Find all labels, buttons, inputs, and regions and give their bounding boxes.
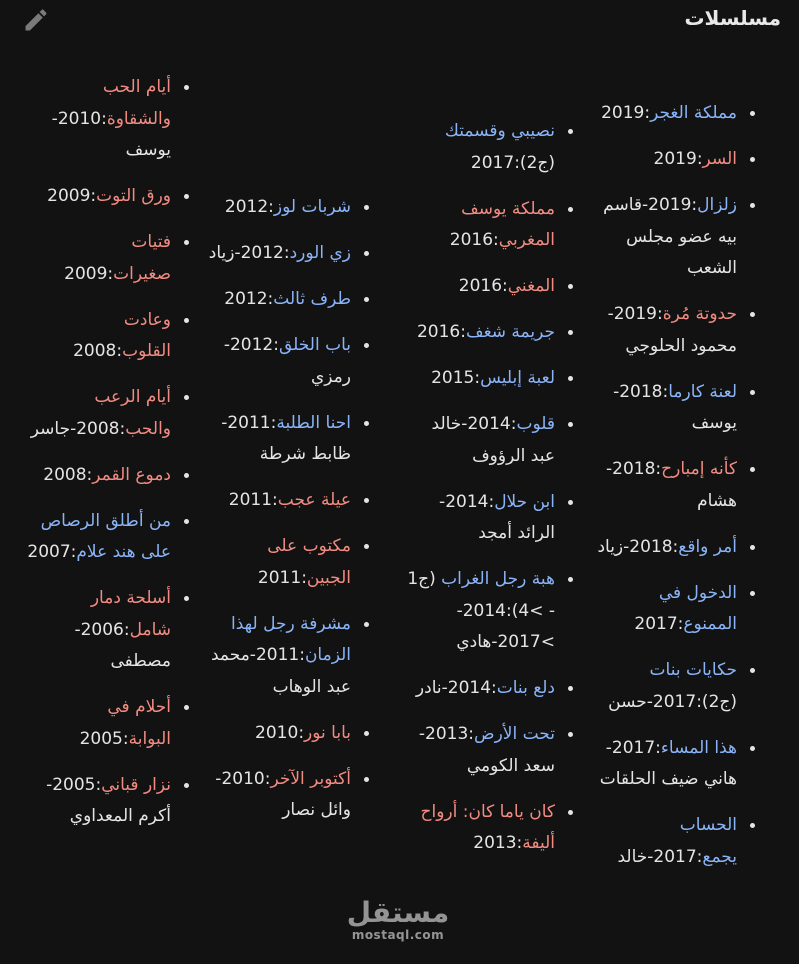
list-item: [407, 797, 577, 860]
series-link[interactable]: دلع بنات: [496, 678, 555, 698]
series-link[interactable]: هذا المساء: [660, 737, 737, 758]
list-item: [407, 487, 577, 550]
series-details: :2009: [64, 263, 114, 284]
series-link[interactable]: عيلة عجب: [277, 490, 351, 510]
series-link[interactable]: دموع القمر: [92, 464, 171, 485]
series-link[interactable]: أمر واقع: [678, 536, 737, 557]
list-item: [191, 531, 373, 594]
column-1: [591, 98, 759, 888]
series-link[interactable]: بابا نور: [304, 722, 351, 743]
series-link[interactable]: وعادت القلوب: [122, 309, 171, 361]
column-2: [407, 116, 577, 874]
list-item: [591, 299, 759, 362]
series-details: :2010-وائل نصار: [215, 768, 351, 820]
series-link[interactable]: أيام الحب والشقاوة: [102, 77, 171, 129]
series-details: :2010-يوسف: [51, 108, 171, 160]
list-item: [21, 227, 193, 290]
series-details: (ج2):2017: [470, 152, 555, 173]
series-details: :2014-الرائد أمجد: [439, 491, 555, 543]
series-link[interactable]: المغني: [507, 276, 555, 296]
series-details: :2019: [601, 103, 651, 123]
list-item: [591, 578, 759, 641]
series-details: :2012: [224, 197, 274, 217]
series-list: [591, 98, 759, 873]
series-details: (ج1 - >4):2014->2017-هادي: [407, 569, 555, 652]
series-link[interactable]: الدخول في الممنوع: [658, 582, 737, 634]
series-link[interactable]: حدوتة مُرة: [662, 304, 737, 324]
series-details: :2009: [47, 186, 97, 206]
series-link[interactable]: طرف ثالث: [273, 289, 351, 309]
series-details: :2016: [449, 230, 499, 250]
series-details: :2016: [458, 276, 508, 296]
list-item: [407, 409, 577, 472]
series-details: :2011-ظابط شرطة: [221, 412, 351, 464]
column-3: [191, 192, 373, 841]
series-details: :2015: [431, 368, 481, 388]
series-details: :2014-نادر: [415, 678, 497, 698]
series-link[interactable]: ورق التوت: [96, 186, 171, 206]
series-details: :2008: [43, 464, 93, 485]
series-details: :2011: [228, 490, 278, 510]
list-item: [407, 564, 577, 659]
list-item: [191, 485, 373, 517]
list-item: [191, 330, 373, 393]
list-item: [21, 181, 193, 213]
series-link[interactable]: أيام الرعب والحب: [94, 387, 171, 439]
series-details: :2018-زياد: [597, 536, 679, 557]
series-link[interactable]: نزار قباني: [101, 774, 171, 795]
series-details: :2019-محمود الحلوجي: [607, 304, 737, 356]
series-details: :2018-يوسف: [613, 381, 737, 433]
list-item: [21, 460, 193, 492]
series-link[interactable]: ابن حلال: [494, 491, 555, 512]
series-details: :2019-قاسم بيه عضو مجلس الشعب: [603, 195, 737, 278]
list-item: [191, 764, 373, 827]
series-link[interactable]: زلزال: [697, 195, 737, 215]
series-details: :2011: [257, 567, 307, 588]
column-4: [21, 72, 193, 847]
list-item: [191, 192, 373, 224]
series-link[interactable]: أحلام في البوابة: [107, 697, 171, 749]
list-item: [21, 583, 193, 678]
list-item: [21, 506, 193, 569]
series-details: :2017-خالد: [617, 846, 703, 867]
watermark-url: mostaql.com: [351, 928, 445, 942]
list-item: [191, 609, 373, 704]
series-link[interactable]: السر: [702, 149, 737, 169]
series-link[interactable]: أكتوبر الآخر: [270, 768, 351, 789]
series-details: :2008: [73, 341, 123, 361]
watermark-logo: [338, 898, 458, 942]
series-list: [191, 192, 373, 827]
series-details: :2012-رمزي: [223, 335, 351, 387]
series-link[interactable]: مملكة الغجر: [650, 103, 737, 123]
list-item: [407, 673, 577, 705]
series-details: (ج2):2017-حسن: [608, 691, 737, 712]
list-item: [407, 116, 577, 179]
section-header: [0, 0, 799, 40]
list-item: [591, 98, 759, 130]
series-link[interactable]: كان ياما كان: أرواح أليفة: [420, 801, 555, 853]
list-item: [21, 382, 193, 445]
list-item: [191, 408, 373, 471]
series-link[interactable]: قلوب: [516, 414, 555, 434]
list-item: [407, 317, 577, 349]
series-list: [407, 116, 577, 860]
series-details: :2011-محمد عبد الوهاب: [210, 645, 351, 697]
series-link[interactable]: شربات لوز: [273, 197, 351, 217]
series-details: :2018-هشام: [606, 459, 737, 511]
series-link[interactable]: نصيبي وقسمتك: [444, 121, 555, 141]
list-item: [591, 144, 759, 176]
list-item: [191, 238, 373, 270]
series-link[interactable]: لعنة كارما: [668, 381, 737, 402]
series-details: :2013: [473, 833, 523, 853]
list-item: [591, 532, 759, 564]
list-item: [407, 194, 577, 257]
series-details: :2005: [79, 728, 129, 749]
list-item: [407, 271, 577, 303]
series-link[interactable]: من أطلق الرصاص على هند علام: [40, 510, 171, 562]
series-details: :2012: [224, 289, 274, 309]
series-link[interactable]: هبة رجل الغراب: [441, 569, 555, 589]
list-item: [591, 733, 759, 796]
list-item: [591, 810, 759, 873]
list-item: [21, 305, 193, 368]
series-details: :2006-مصطفى: [74, 619, 171, 671]
list-item: [21, 692, 193, 755]
series-details: :2017: [634, 614, 684, 634]
list-item: [591, 454, 759, 517]
series-details: :2008-جاسر: [30, 418, 126, 439]
series-link[interactable]: باب الخلق: [278, 335, 351, 355]
series-link[interactable]: فتيات صغيرات: [113, 232, 171, 284]
list-item: [591, 377, 759, 440]
series-link[interactable]: كأنه إمبارح: [661, 459, 737, 479]
series-link[interactable]: احنا الطلبة: [276, 412, 351, 433]
series-details: :2014-خالد عبد الرؤوف: [431, 414, 555, 466]
series-link[interactable]: مشرفة رجل لهذا الزمان: [231, 613, 351, 665]
series-link[interactable]: مكتوب على الجبين: [267, 536, 351, 588]
series-details: :2019: [653, 149, 703, 169]
pencil-icon[interactable]: [22, 6, 50, 34]
list-item: [591, 655, 759, 718]
list-item: [191, 284, 373, 316]
list-item: [191, 718, 373, 750]
series-link[interactable]: مملكة يوسف المغربي: [461, 198, 555, 250]
series-details: :2010: [255, 722, 305, 743]
series-link[interactable]: أسلحة دمار شامل: [90, 588, 171, 640]
series-details: :2013-سعد الكومي: [418, 724, 555, 776]
series-details: :2005-أكرم المعداوي: [46, 774, 171, 826]
list-item: [21, 770, 193, 833]
series-details: :2017-هاني ضيف الحلقات: [599, 737, 737, 789]
series-link[interactable]: زي الورد: [289, 243, 351, 263]
series-link[interactable]: لعبة إبليس: [480, 368, 555, 388]
series-link[interactable]: جريمة شغف: [465, 322, 555, 342]
list-item: [21, 72, 193, 167]
series-details: :2007: [27, 542, 77, 562]
series-link[interactable]: الحساب يجمع: [679, 815, 737, 867]
series-list: [21, 72, 193, 833]
series-details: :2016: [416, 322, 466, 342]
series-details: :2012-زياد: [208, 243, 290, 263]
series-link[interactable]: حكايات بنات: [649, 660, 737, 680]
series-link[interactable]: تحت الأرض: [474, 724, 555, 744]
watermark-text: مستقل: [346, 896, 450, 929]
list-item: [591, 190, 759, 285]
list-item: [407, 719, 577, 782]
list-item: [407, 363, 577, 395]
section-title: مسلسلات: [684, 6, 781, 30]
